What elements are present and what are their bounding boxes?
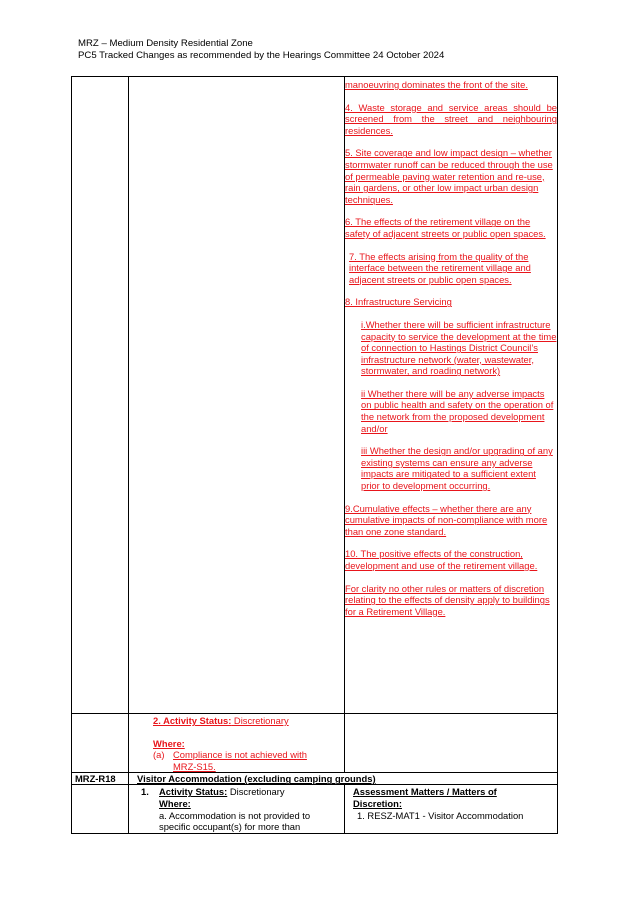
rule-id-cell bbox=[72, 714, 129, 773]
page-header bbox=[78, 38, 444, 62]
where-label: Where: bbox=[153, 737, 185, 749]
rules-table bbox=[71, 76, 558, 834]
rule-id: MRZ-R18 bbox=[72, 773, 129, 785]
matter-8-iii: iii Whether the design and/or upgrading of any existing systems can ensure any adverse impacts are mitigated to a sufficient extent prior to development occurring. bbox=[361, 445, 553, 492]
matter-8-i: i.Whether there will be sufficient infrastructure capacity to service the development at the time of connection to Hastings District Council’s infrastructure network (water, wastewater, stormwater, and roading network) bbox=[361, 318, 557, 377]
matter-7: 7. The effects arising from the quality of the interface between the retirement village and adjacent streets or public open spaces. bbox=[349, 250, 531, 285]
rule-id-cell bbox=[72, 785, 129, 833]
condition-a-line2: MRZ-S15. bbox=[173, 760, 216, 772]
table-row bbox=[72, 77, 558, 714]
assessment-heading-line1: Assessment Matters / Matters of bbox=[353, 786, 497, 798]
matters-cell bbox=[345, 785, 558, 833]
matter-5: 5. Site coverage and low impact design – whether stormwater runoff can be reduced through the use of permeable paving water retention and re-use, rain gardens, or other low impact urban design techniques. bbox=[345, 147, 553, 205]
rule-title: Visitor Accommodation (excluding camping grounds) bbox=[129, 773, 558, 785]
matters-cell bbox=[345, 77, 558, 714]
matter-8: 8. Infrastructure Servicing bbox=[345, 296, 452, 308]
matters-cell bbox=[345, 714, 558, 773]
matter-clarity: For clarity no other rules or matters of discretion relating to the effects of density apply to buildings for a Retirement Village. bbox=[345, 582, 550, 617]
activity-status-value: Discretionary bbox=[231, 715, 289, 726]
condition-a-line1: a. Accommodation is not provided to bbox=[159, 809, 311, 821]
activity-status-label: 2. Activity Status: bbox=[153, 715, 232, 726]
matter-8-ii: ii Whether there will be any adverse impacts on public health and safety on the operation of the network from the proposed development and/or bbox=[361, 387, 554, 434]
rule-id-cell bbox=[72, 77, 129, 714]
condition-marker: (a) bbox=[153, 749, 165, 761]
matter-6: 6. The effects of the retirement village on the safety of adjacent streets or public open spaces. bbox=[345, 216, 546, 239]
activity-number: 1. bbox=[141, 786, 149, 798]
activity-status-value: Discretionary bbox=[227, 786, 285, 798]
table-row bbox=[72, 714, 558, 773]
assessment-item-1: 1. RESZ-MAT1 - Visitor Accommodation bbox=[357, 809, 524, 821]
matter-9: 9.Cumulative effects – whether there are any cumulative impacts of non-compliance with more than one zone standard. bbox=[345, 502, 548, 537]
header-zone-title: MRZ – Medium Density Residential Zone bbox=[78, 38, 253, 49]
where-label: Where: bbox=[159, 797, 191, 809]
table-row bbox=[72, 785, 558, 833]
condition-a-line1: Compliance is not achieved with bbox=[173, 749, 307, 761]
header-subtitle: PC5 Tracked Changes as recommended by the Hearings Committee 24 October 2024 bbox=[78, 50, 445, 61]
activity-status-label: Activity Status: bbox=[159, 786, 228, 798]
matter-4: 4. Waste storage and service areas should be screened from the street and neighbouring residences. bbox=[345, 101, 557, 136]
table-row bbox=[72, 773, 558, 785]
rule-condition-cell bbox=[129, 785, 345, 833]
condition-a-line2: specific occupant(s) for more than bbox=[159, 821, 301, 833]
rule-condition-cell bbox=[129, 77, 345, 714]
matter-continuation: manoeuvring dominates the front of the site. bbox=[345, 79, 528, 90]
assessment-heading-line2: Discretion: bbox=[353, 797, 402, 809]
rule-condition-cell bbox=[129, 714, 345, 773]
matter-10: 10. The positive effects of the construction, development and use of the retirement village. bbox=[345, 548, 538, 571]
